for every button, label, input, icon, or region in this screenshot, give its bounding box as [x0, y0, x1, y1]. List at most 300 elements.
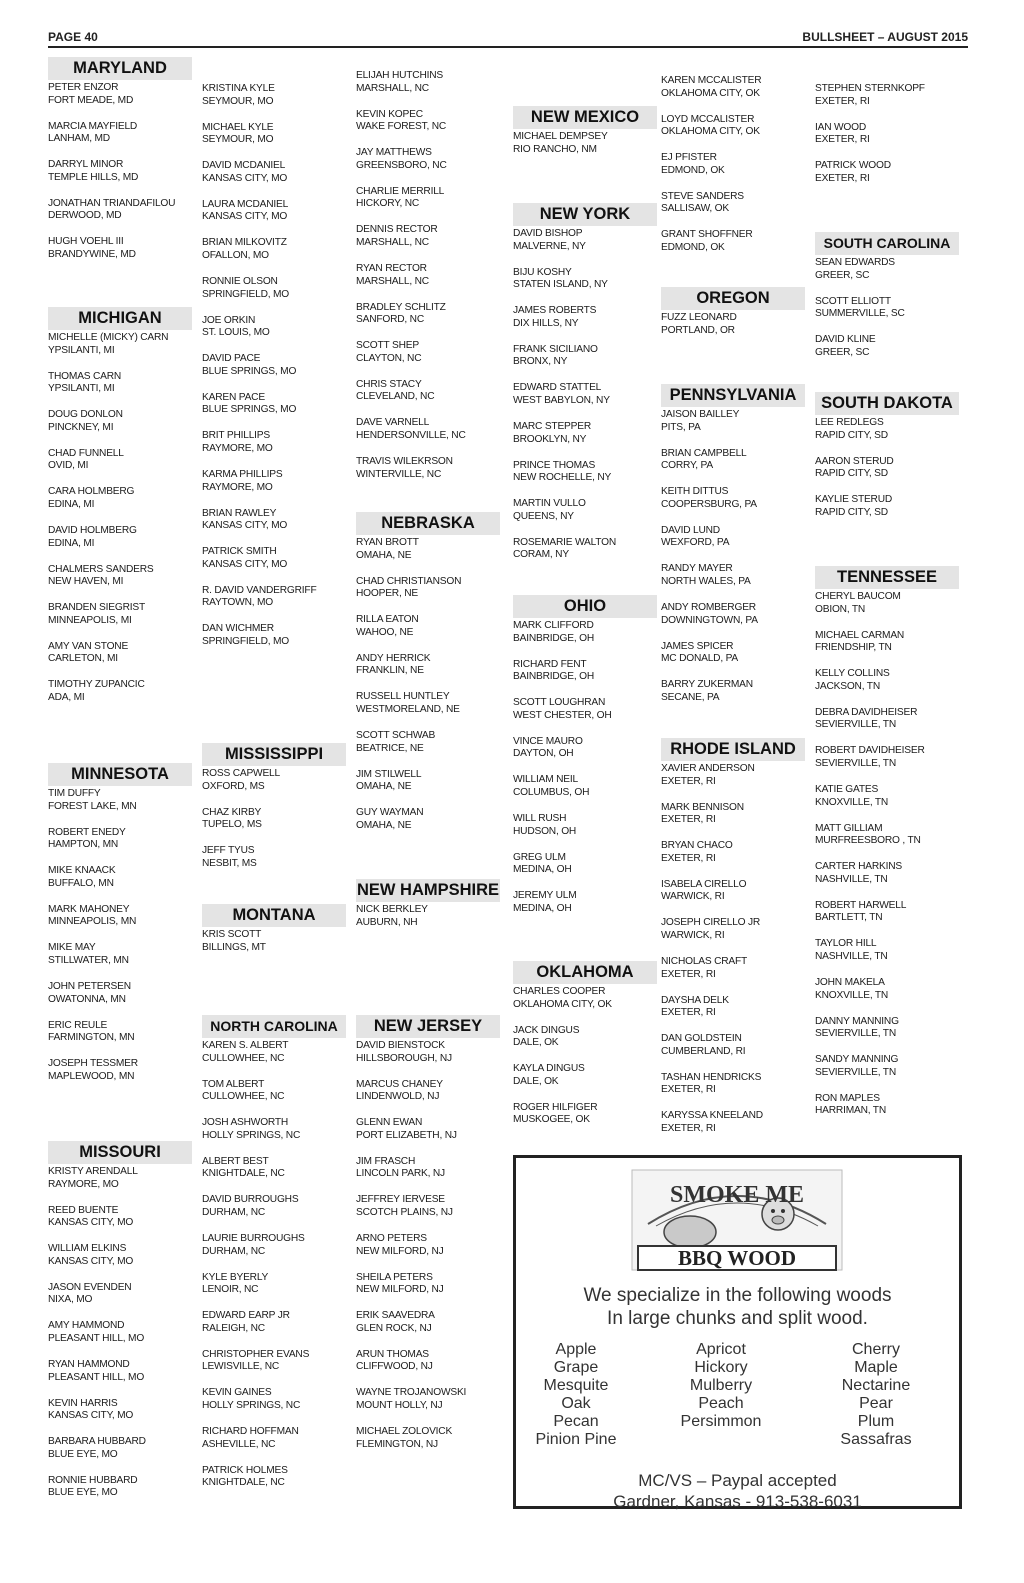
member-name: SHEILA PETERS — [356, 1271, 433, 1283]
member-entry — [202, 845, 257, 870]
member-location: OWATONNA, MN — [48, 993, 126, 1005]
member-location: MEDINA, OH — [513, 864, 572, 876]
member-location: WESTMORELAND, NE — [356, 703, 460, 715]
member-name: JOHN PETERSEN — [48, 981, 131, 992]
member-entry — [356, 769, 421, 794]
member-name: LOYD MCCALISTER — [661, 113, 755, 125]
member-name: VINCE MAURO — [513, 735, 583, 747]
member-entry — [48, 827, 126, 852]
member-name: MICHAEL ZOLOVICK — [356, 1426, 453, 1437]
member-entry — [356, 807, 423, 832]
member-entry — [661, 486, 757, 511]
member-name: GREG ULM — [513, 851, 566, 863]
member-name: CHARLIE MERRILL — [356, 185, 445, 197]
member-entry — [202, 353, 296, 378]
state-heading: MISSOURI — [48, 1141, 192, 1164]
member-location: CARLETON, MI — [48, 653, 118, 665]
member-name: DANNY MANNING — [815, 1015, 899, 1027]
member-location: FORT MEADE, MD — [48, 94, 134, 106]
member-entry — [356, 537, 419, 562]
member-entry — [661, 956, 747, 981]
member-name: BARBARA HUBBARD — [48, 1436, 146, 1448]
member-location: JACKSON, TN — [815, 680, 880, 692]
member-entry — [661, 917, 760, 942]
member-name: WILLIAM NEIL — [513, 774, 578, 786]
member-entry — [356, 1426, 452, 1451]
member-location: EDMOND, OK — [661, 241, 725, 253]
member-entry — [815, 668, 890, 693]
member-location: MEDINA, OH — [513, 902, 572, 914]
member-entry — [661, 448, 747, 473]
member-entry — [48, 679, 145, 704]
member-location: KNIGHTDALE, NC — [202, 1168, 285, 1180]
member-entry — [661, 879, 746, 904]
member-name: DAVID KLINE — [815, 334, 876, 346]
member-entry — [661, 75, 761, 100]
member-location: MALVERNE, NY — [513, 240, 586, 252]
member-entry — [202, 768, 280, 793]
member-entry — [356, 1117, 457, 1142]
member-location: EDMOND, OK — [661, 164, 725, 176]
member-name: MATT GILLIAM — [815, 822, 883, 834]
member-entry — [513, 736, 583, 761]
member-location: COLUMBUS, OH — [513, 786, 590, 798]
member-name: CHRISTOPHER EVANS — [202, 1348, 310, 1360]
member-entry — [356, 576, 461, 601]
member-location: CULLOWHEE, NC — [202, 1091, 285, 1103]
member-location: WEST CHESTER, OH — [513, 709, 612, 721]
member-name: LAURIE BURROUGHS — [202, 1233, 305, 1244]
member-location: LINDENWOLD, NJ — [356, 1091, 440, 1103]
member-location: GREER, SC — [815, 346, 870, 358]
member-name: MICHAEL KYLE — [202, 121, 274, 133]
member-entry — [202, 1156, 285, 1181]
member-location: CUMBERLAND, RI — [661, 1045, 746, 1057]
member-location: HOLLY SPRINGS, NC — [202, 1129, 301, 1141]
member-name: IAN WOOD — [815, 121, 867, 133]
member-entry — [48, 525, 137, 550]
member-entry — [202, 430, 273, 455]
member-entry — [202, 508, 287, 533]
member-name: JACK DINGUS — [513, 1024, 580, 1036]
member-location: EDINA, MI — [48, 537, 95, 549]
member-entry — [661, 191, 744, 216]
member-location: NASHVILLE, TN — [815, 950, 888, 962]
member-name: TIMOTHY ZUPANCIC — [48, 679, 145, 691]
member-entry — [202, 1349, 309, 1374]
member-name: SCOTT SCHWAB — [356, 730, 436, 741]
member-name: ROGER HILFIGER — [513, 1101, 598, 1113]
member-name: THOMAS CARN — [48, 370, 122, 382]
member-name: XAVIER ANDERSON — [661, 763, 755, 774]
member-location: HOLLY SPRINGS, NC — [202, 1399, 301, 1411]
member-entry — [48, 1475, 137, 1500]
member-entry — [661, 802, 744, 827]
member-location: EXETER, RI — [815, 172, 870, 184]
member-name: RUSSELL HUNTLEY — [356, 691, 450, 703]
member-location: RAPID CITY, SD — [815, 468, 888, 480]
member-location: TEMPLE HILLS, MD — [48, 171, 139, 183]
member-location: BRANDYWINE, MD — [48, 248, 136, 260]
member-name: MARCIA MAYFIELD — [48, 120, 138, 132]
member-name: JOHN MAKELA — [815, 977, 885, 988]
member-location: GLEN ROCK, NJ — [356, 1322, 432, 1334]
member-name: JAISON BAILLEY — [661, 409, 740, 420]
member-name: ROBERT HARWELL — [815, 899, 907, 911]
member-entry — [356, 186, 444, 211]
member-name: KAREN S. ALBERT — [202, 1040, 289, 1051]
state-heading: SOUTH CAROLINA — [815, 232, 959, 255]
member-name: ALBERT BEST — [202, 1155, 269, 1167]
state-heading: MARYLAND — [48, 57, 192, 80]
member-entry — [356, 1310, 435, 1335]
member-location: BROOKLYN, NY — [513, 433, 587, 445]
member-name: DOUG DONLON — [48, 409, 123, 421]
advertisement — [513, 1155, 962, 1509]
member-location: BARTLETT, TN — [815, 912, 883, 924]
state-heading: MICHIGAN — [48, 307, 192, 330]
member-location: SEVIERVILLE, TN — [815, 719, 896, 731]
member-location: WINTERVILLE, NC — [356, 468, 442, 480]
member-name: JASON EVENDEN — [48, 1281, 132, 1293]
member-location: CORRY, PA — [661, 460, 713, 472]
member-location: OFALLON, MO — [202, 249, 269, 261]
member-entry — [48, 82, 133, 107]
member-name: CHAZ KIRBY — [202, 806, 262, 818]
member-entry — [48, 1166, 138, 1191]
member-entry — [48, 1320, 144, 1345]
member-entry — [356, 614, 419, 639]
member-name: JEFFREY IERVESE — [356, 1194, 445, 1206]
member-name: GRANT SHOFFNER — [661, 229, 753, 241]
member-location: PORTLAND, OR — [661, 324, 735, 336]
member-name: SCOTT ELLIOTT — [815, 295, 891, 307]
member-name: DAN GOLDSTEIN — [661, 1033, 742, 1045]
member-entry — [202, 469, 282, 494]
member-entry — [48, 641, 128, 666]
member-location: DOWNINGTOWN, PA — [661, 614, 758, 626]
state-heading: TENNESSEE — [815, 566, 959, 589]
member-location: KANSAS CITY, MO — [48, 1255, 134, 1267]
member-location: YPSILANTI, MI — [48, 344, 115, 356]
state-heading: MONTANA — [202, 904, 346, 927]
member-location: MARSHALL, NC — [356, 236, 429, 248]
member-entry — [48, 1205, 133, 1230]
member-name: MIKE KNAACK — [48, 865, 116, 877]
member-location: NIXA, MO — [48, 1294, 93, 1306]
member-entry — [48, 198, 175, 223]
member-name: KRISTINA KYLE — [202, 83, 275, 94]
page-number: PAGE 40 — [48, 30, 98, 44]
wood-type: Oak — [561, 1395, 591, 1412]
member-entry — [202, 122, 273, 147]
ad-tagline-2: In large chunks and split wood. — [607, 1308, 868, 1329]
member-entry — [202, 546, 287, 571]
member-location: KANSAS CITY, MO — [202, 172, 288, 184]
member-name: BRIAN MILKOVITZ — [202, 237, 287, 249]
member-location: SEVIERVILLE, TN — [815, 757, 896, 769]
member-entry — [815, 1093, 886, 1118]
member-entry — [202, 392, 296, 417]
member-entry — [815, 122, 870, 147]
member-name: MICHAEL DEMPSEY — [513, 131, 608, 142]
state-heading: NEW YORK — [513, 203, 657, 226]
member-entry — [513, 890, 576, 915]
wood-type: Nectarine — [841, 1377, 911, 1394]
member-entry — [202, 237, 287, 262]
member-entry — [513, 382, 610, 407]
member-name: JAMES ROBERTS — [513, 305, 597, 317]
member-entry — [356, 1194, 453, 1219]
member-location: MARSHALL, NC — [356, 275, 429, 287]
logo-bottom-text: BBQ WOOD — [677, 1246, 797, 1270]
member-location: SALLISAW, OK — [661, 203, 729, 215]
member-entry — [356, 1156, 445, 1181]
wood-type: Mulberry — [689, 1377, 753, 1394]
member-location: MINNEAPOLIS, MN — [48, 916, 137, 928]
member-entry — [815, 591, 901, 616]
member-name: ARNO PETERS — [356, 1233, 427, 1244]
state-heading: RHODE ISLAND — [661, 738, 805, 761]
member-entry — [48, 564, 154, 589]
member-name: PATRICK SMITH — [202, 546, 277, 558]
member-name: DAVID HOLMBERG — [48, 525, 137, 536]
member-name: KARMA PHILLIPS — [202, 469, 283, 480]
member-name: SANDY MANNING — [815, 1054, 899, 1066]
member-entry — [513, 228, 586, 253]
member-entry — [202, 83, 275, 108]
member-entry — [815, 823, 921, 848]
member-location: HENDERSONVILLE, NC — [356, 429, 466, 441]
member-name: RICHARD FENT — [513, 658, 587, 670]
member-name: DENNIS RECTOR — [356, 224, 438, 236]
member-location: MARSHALL, NC — [356, 82, 429, 94]
member-name: MARC STEPPER — [513, 421, 591, 432]
member-location: RAPID CITY, SD — [815, 429, 888, 441]
member-entry — [815, 784, 888, 809]
member-entry — [661, 995, 729, 1020]
member-location: KANSAS CITY, MO — [202, 558, 288, 570]
member-name: SCOTT SHEP — [356, 340, 419, 352]
member-name: JOSEPH CIRELLO JR — [661, 917, 761, 929]
member-entry — [356, 691, 460, 716]
member-location: NEW MILFORD, NJ — [356, 1245, 444, 1257]
member-name: MARCUS CHANEY — [356, 1078, 443, 1090]
member-entry — [356, 730, 435, 755]
issue-title: BULLSHEET – AUGUST 2015 — [802, 30, 968, 44]
member-entry — [513, 852, 572, 877]
member-name: MARK MAHONEY — [48, 903, 130, 915]
member-name: DAVID MCDANIEL — [202, 160, 286, 172]
member-entry — [356, 109, 446, 134]
member-name: AMY VAN STONE — [48, 640, 129, 652]
member-entry — [513, 774, 589, 799]
wood-type: Pinion Pine — [535, 1431, 617, 1448]
member-name: CARA HOLMBERG — [48, 486, 135, 498]
member-name: BRIAN CAMPBELL — [661, 447, 747, 459]
member-entry — [815, 1016, 899, 1041]
member-name: BARRY ZUKERMAN — [661, 679, 753, 691]
member-name: RON MAPLES — [815, 1092, 880, 1104]
member-location: HARRIMAN, TN — [815, 1105, 886, 1117]
member-location: EXETER, RI — [661, 1007, 716, 1019]
member-location: DAYTON, OH — [513, 748, 574, 760]
member-name: FRANK SICILIANO — [513, 343, 598, 355]
page-header — [48, 30, 968, 48]
member-name: MARK BENNISON — [661, 801, 744, 813]
member-entry — [513, 986, 612, 1011]
member-entry — [356, 1349, 433, 1374]
member-location: BUFFALO, MN — [48, 877, 114, 889]
member-location: SECANE, PA — [661, 691, 720, 703]
member-entry — [513, 498, 586, 523]
member-location: MAPLEWOOD, MN — [48, 1070, 135, 1082]
member-entry — [48, 332, 168, 357]
member-name: R. DAVID VANDERGRIFF — [202, 584, 317, 596]
member-entry — [661, 1110, 763, 1135]
member-location: SUMMERVILLE, SC — [815, 308, 905, 320]
member-location: DALE, OK — [513, 1037, 559, 1049]
member-name: KARYSSA KNEELAND — [661, 1110, 763, 1122]
member-name: KELLY COLLINS — [815, 668, 890, 680]
member-name: TAYLOR HILL — [815, 938, 877, 950]
member-entry — [513, 537, 616, 562]
member-location: PLEASANT HILL, MO — [48, 1332, 145, 1344]
member-name: BRANDEN SIEGRIST — [48, 602, 145, 614]
member-location: SCOTCH PLAINS, NJ — [356, 1206, 453, 1218]
member-entry — [815, 456, 894, 481]
member-location: KNOXVILLE, TN — [815, 796, 889, 808]
member-name: KEVIN KOPEC — [356, 108, 423, 120]
member-location: NEW HAVEN, MI — [48, 576, 124, 588]
member-name: RANDY MAYER — [661, 563, 733, 575]
member-name: TASHAN HENDRICKS — [661, 1071, 762, 1083]
wood-type: Mesquite — [543, 1377, 609, 1394]
member-location: OMAHA, NE — [356, 781, 412, 793]
member-entry — [356, 1040, 452, 1065]
member-name: WAYNE TROJANOWSKI — [356, 1387, 467, 1399]
member-location: OKLAHOMA CITY, OK — [661, 126, 760, 138]
wood-type: Pear — [859, 1395, 893, 1412]
member-entry — [513, 659, 594, 684]
member-entry — [356, 70, 443, 95]
member-location: RAPID CITY, SD — [815, 506, 888, 518]
member-location: BLUE SPRINGS, MO — [202, 365, 297, 377]
member-location: STATEN ISLAND, NY — [513, 279, 608, 291]
member-name: TIM DUFFY — [48, 788, 101, 799]
member-name: GLENN EWAN — [356, 1117, 423, 1129]
member-location: EXETER, RI — [661, 968, 716, 980]
member-location: KANSAS CITY, MO — [48, 1217, 134, 1229]
member-entry — [513, 421, 591, 446]
member-location: HUDSON, OH — [513, 825, 577, 837]
member-location: MINNEAPOLIS, MI — [48, 614, 132, 626]
member-location: EXETER, RI — [815, 134, 870, 146]
member-entry — [661, 114, 760, 139]
member-location: DALE, OK — [513, 1075, 559, 1087]
member-location: WARWICK, RI — [661, 929, 725, 941]
member-name: LEE REDLEGS — [815, 417, 884, 428]
member-name: RYAN BROTT — [356, 537, 419, 548]
member-entry — [815, 417, 888, 442]
member-location: DERWOOD, MD — [48, 210, 122, 222]
member-entry — [48, 1243, 133, 1268]
member-entry — [513, 697, 612, 722]
member-entry — [202, 623, 289, 648]
member-entry — [48, 788, 137, 813]
member-name: STEVE SANDERS — [661, 190, 744, 202]
member-name: DAYSHA DELK — [661, 994, 729, 1006]
member-location: CORAM, NY — [513, 549, 569, 561]
wood-type: Apricot — [696, 1341, 746, 1358]
member-location: WAHOO, NE — [356, 626, 414, 638]
member-location: BLUE SPRINGS, MO — [202, 404, 297, 416]
member-name: LAURA MCDANIEL — [202, 198, 289, 210]
member-name: DAVID BIENSTOCK — [356, 1040, 445, 1051]
member-location: HILLSBOROUGH, NJ — [356, 1052, 452, 1064]
member-entry — [202, 1387, 300, 1412]
member-entry — [513, 1102, 597, 1127]
member-location: PINCKNEY, MI — [48, 421, 114, 433]
member-location: FARMINGTON, MN — [48, 1032, 135, 1044]
state-heading: MINNESOTA — [48, 763, 192, 786]
member-name: ANDY HERRICK — [356, 652, 431, 664]
member-name: SCOTT LOUGHRAN — [513, 697, 606, 709]
member-name: FUZZ LEONARD — [661, 312, 737, 323]
member-location: OKLAHOMA CITY, OK — [661, 87, 760, 99]
member-entry — [815, 707, 917, 732]
member-entry — [202, 1465, 288, 1490]
member-name: JIM STILWELL — [356, 768, 422, 780]
member-name: DAVE VARNELL — [356, 417, 430, 429]
member-entry — [661, 1033, 745, 1058]
member-entry — [202, 1079, 284, 1104]
member-name: HUGH VOEHL III — [48, 236, 124, 248]
member-location: SEVIERVILLE, TN — [815, 1066, 896, 1078]
member-name: KYLE BYERLY — [202, 1271, 269, 1283]
member-name: CARTER HARKINS — [815, 861, 903, 873]
member-entry — [356, 302, 446, 327]
member-location: GREER, SC — [815, 269, 870, 281]
member-location: OKLAHOMA CITY, OK — [513, 998, 612, 1010]
member-name: JAMES SPICER — [661, 640, 734, 652]
member-location: MURFREESBORO , TN — [815, 835, 921, 847]
member-location: NESBIT, MS — [202, 857, 257, 869]
member-location: RAYMORE, MO — [48, 1178, 119, 1190]
member-location: RAYTOWN, MO — [202, 597, 273, 609]
member-name: ROSS CAPWELL — [202, 768, 280, 779]
member-name: ERIC REULE — [48, 1019, 108, 1031]
member-location: AUBURN, NH — [356, 916, 418, 928]
wood-type: Grape — [553, 1359, 599, 1376]
member-name: MICHAEL CARMAN — [815, 629, 905, 641]
member-name: DAVID PACE — [202, 353, 261, 365]
member-entry — [815, 160, 891, 185]
member-name: AMY HAMMOND — [48, 1320, 125, 1332]
state-heading: SOUTH DAKOTA — [815, 392, 959, 415]
member-location: NORTH WALES, PA — [661, 575, 751, 587]
member-entry — [202, 1426, 299, 1451]
state-heading: MISSISSIPPI — [202, 743, 346, 766]
member-location: OMAHA, NE — [356, 819, 412, 831]
member-location: EXETER, RI — [661, 814, 716, 826]
member-location: KANSAS CITY, MO — [202, 211, 288, 223]
member-entry — [513, 1063, 585, 1088]
member-location: BRONX, NY — [513, 356, 568, 368]
member-location: BAINBRIDGE, OH — [513, 671, 594, 683]
wood-type: Hickory — [694, 1359, 748, 1376]
member-entry — [815, 296, 905, 321]
